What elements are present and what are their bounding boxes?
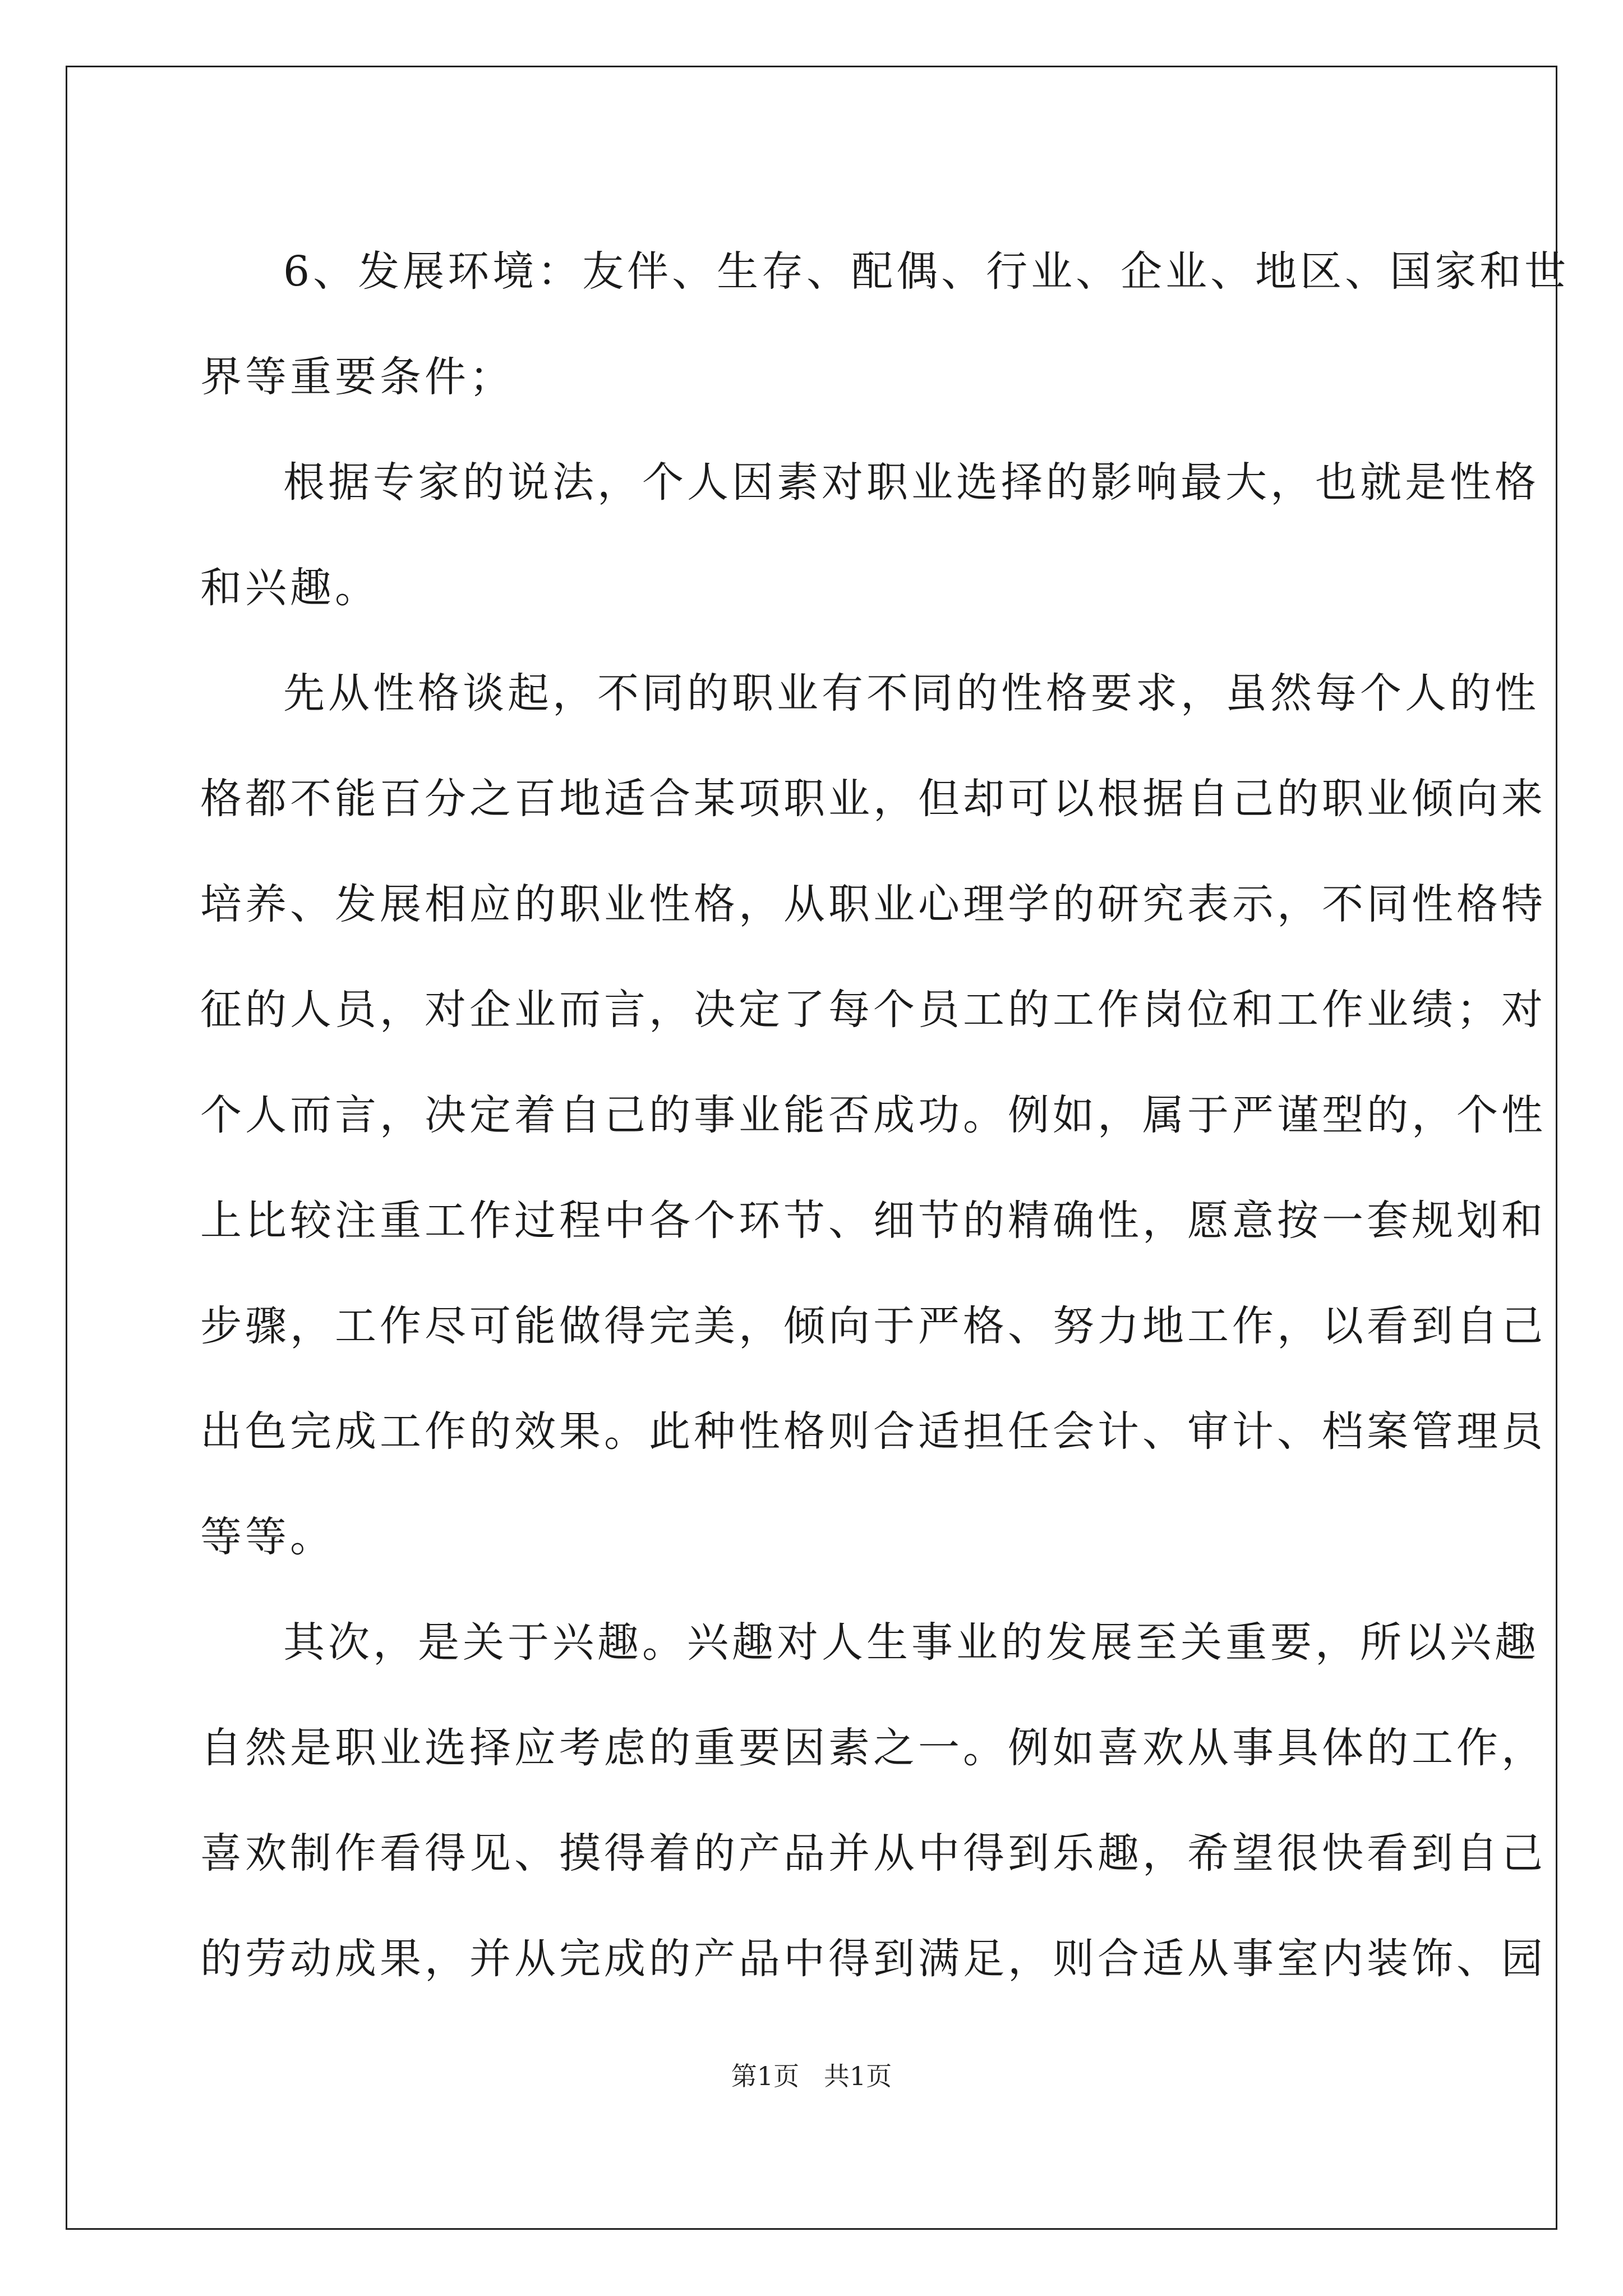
paragraph-2-line-2: 和兴趣。 [200,564,380,612]
paragraph-1-line-1: 6、发展环境：友伴、生存、配偶、行业、企业、地区、国家和世 [283,247,1570,296]
paragraph-3-line-8: 出色完成工作的效果。此种性格则合适担任会计、审计、档案管理员 [200,1407,1546,1456]
paragraph-3-line-1: 先从性格谈起，不同的职业有不同的性格要求，虽然每个人的性 [283,669,1539,717]
paragraph-4-line-4: 的劳动成果，并从完成的产品中得到满足，则合适从事室内装饰、园 [200,1935,1546,1983]
paragraph-2-line-1: 根据专家的说法，个人因素对职业选择的影响最大，也就是性格 [283,458,1539,507]
page-number-footer: 第1页 共1页 [731,2061,892,2091]
paragraph-3-line-2: 格都不能百分之百地适合某项职业，但却可以根据自己的职业倾向来 [200,775,1546,823]
document-body [200,219,1570,2012]
paragraph-3-line-6: 上比较注重工作过程中各个环节、细节的精确性，愿意按一套规划和 [200,1197,1546,1245]
paragraph-4-line-3: 喜欢制作看得见、摸得着的产品并从中得到乐趣，希望很快看到自己 [200,1829,1546,1878]
paragraph-3-line-3: 培养、发展相应的职业性格，从职业心理学的研究表示，不同性格特 [200,880,1546,928]
paragraph-3-line-7: 步骤，工作尽可能做得完美，倾向于严格、努力地工作，以看到自己 [200,1302,1546,1350]
paragraph-1-line-2: 界等重要条件； [200,353,514,401]
paragraph-3-line-4: 征的人员，对企业而言，决定了每个员工的工作岗位和工作业绩；对 [200,986,1546,1034]
paragraph-4-line-1: 其次，是关于兴趣。兴趣对人生事业的发展至关重要，所以兴趣 [283,1618,1539,1667]
paragraph-3-line-9: 等等。 [200,1513,335,1561]
paragraph-4-line-2: 自然是职业选择应考虑的重要因素之一。例如喜欢从事具体的工作， [200,1724,1546,1772]
paragraph-3-line-5: 个人而言，决定着自己的事业能否成功。例如，属于严谨型的，个性 [200,1091,1546,1139]
